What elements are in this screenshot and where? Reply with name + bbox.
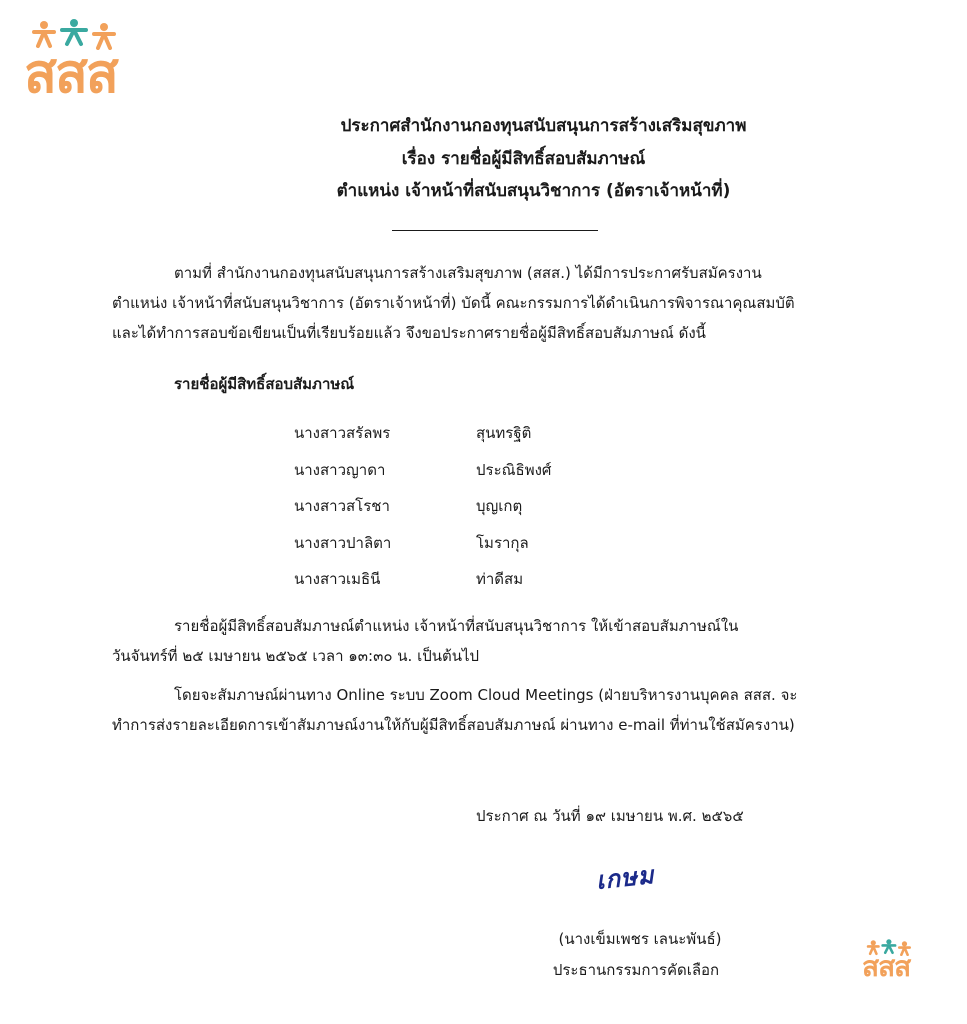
schedule-line-2: วันจันทร์ที่ ๒๕ เมษายน ๒๕๖๕ เวลา ๑๓:๓๐ น. เป็นต้นไป (112, 647, 480, 665)
candidate-first-name: นางสาวญาดา (294, 460, 386, 479)
logo-bottom (862, 938, 942, 992)
candidate-list (294, 415, 634, 598)
logo-top (24, 16, 154, 106)
intro-line-1: ตามที่ สำนักงานกองทุนสนับสนุนการสร้างเสริมสุขภาพ (สสส.) ได้มีการประกาศรับสมัครงาน (174, 264, 762, 282)
header-line-2: เรื่อง รายชื่อผู้มีสิทธิ์สอบสัมภาษณ์ (401, 149, 646, 169)
signer-name: (นางเข็มเพชร เลนะพันธ์) (558, 930, 722, 948)
candidate-last-name: ท่าดีสม (476, 570, 524, 589)
candidate-last-name: บุญเกตุ (476, 497, 523, 516)
signer-title: ประธานกรรมการคัดเลือก (552, 961, 720, 979)
candidate-first-name: นางสาวปาลิตา (294, 533, 392, 552)
intro-line-2: ตำแหน่ง เจ้าหน้าที่สนับสนุนวิชาการ (อัตราเจ้าหน้าที่) บัดนี้ คณะกรรมการได้ดำเนินการพิจารณาคุณสมบัติ (112, 294, 795, 312)
candidate-last-name: โมรากุล (476, 533, 529, 552)
list-item (294, 525, 634, 562)
signature: เกษม (594, 860, 656, 895)
online-line-1: โดยจะสัมภาษณ์ผ่านทาง Online ระบบ Zoom Cloud Meetings (ฝ่ายบริหารงานบุคคล สสส. จะ (174, 686, 798, 704)
intro-paragraph (112, 258, 872, 348)
schedule-paragraph (112, 611, 872, 671)
candidate-first-name: นางสาวสโรชา (294, 497, 390, 516)
online-line-2: ทำการส่งรายละเอียดการเข้าสัมภาษณ์งานให้กับผู้มีสิทธิ์สอบสัมภาษณ์ ผ่านทาง e-mail ที่ท่านใช้สมัครงาน) (112, 716, 795, 734)
list-item (294, 488, 634, 525)
candidate-first-name: นางสาวสรัลพร (294, 424, 391, 442)
list-item (294, 452, 634, 489)
header-line-3: ตำแหน่ง เจ้าหน้าที่สนับสนุนวิชาการ (อัตราเจ้าหน้าที่) (336, 181, 731, 201)
online-paragraph (112, 680, 882, 740)
candidate-last-name: ประณิธิพงศ์ (476, 460, 552, 479)
list-item (294, 415, 634, 452)
intro-line-3: และได้ทำการสอบข้อเขียนเป็นที่เรียบร้อยแล้ว จึงขอประกาศรายชื่อผู้มีสิทธิ์สอบสัมภาษณ์ ดังนี้ (112, 324, 706, 342)
list-item (294, 561, 634, 598)
header-line-1: ประกาศสำนักงานกองทุนสนับสนุนการสร้างเสริมสุขภาพ (340, 116, 747, 136)
header-divider (392, 230, 598, 231)
candidate-first-name: นางสาวเมธินี (294, 570, 381, 589)
list-heading: รายชื่อผู้มีสิทธิ์สอบสัมภาษณ์ (174, 375, 355, 393)
logo-text: สสส (24, 42, 117, 105)
announce-date: ประกาศ ณ วันที่ ๑๙ เมษายน พ.ศ. ๒๕๖๕ (476, 807, 744, 825)
candidate-last-name: สุนทรฐิติ (476, 424, 532, 442)
schedule-line-1: รายชื่อผู้มีสิทธิ์สอบสัมภาษณ์ตำแหน่ง เจ้าหน้าที่สนับสนุนวิชาการ ให้เข้าสอบสัมภาษณ์ใน (174, 617, 739, 635)
logo-text: สสส (862, 950, 911, 983)
